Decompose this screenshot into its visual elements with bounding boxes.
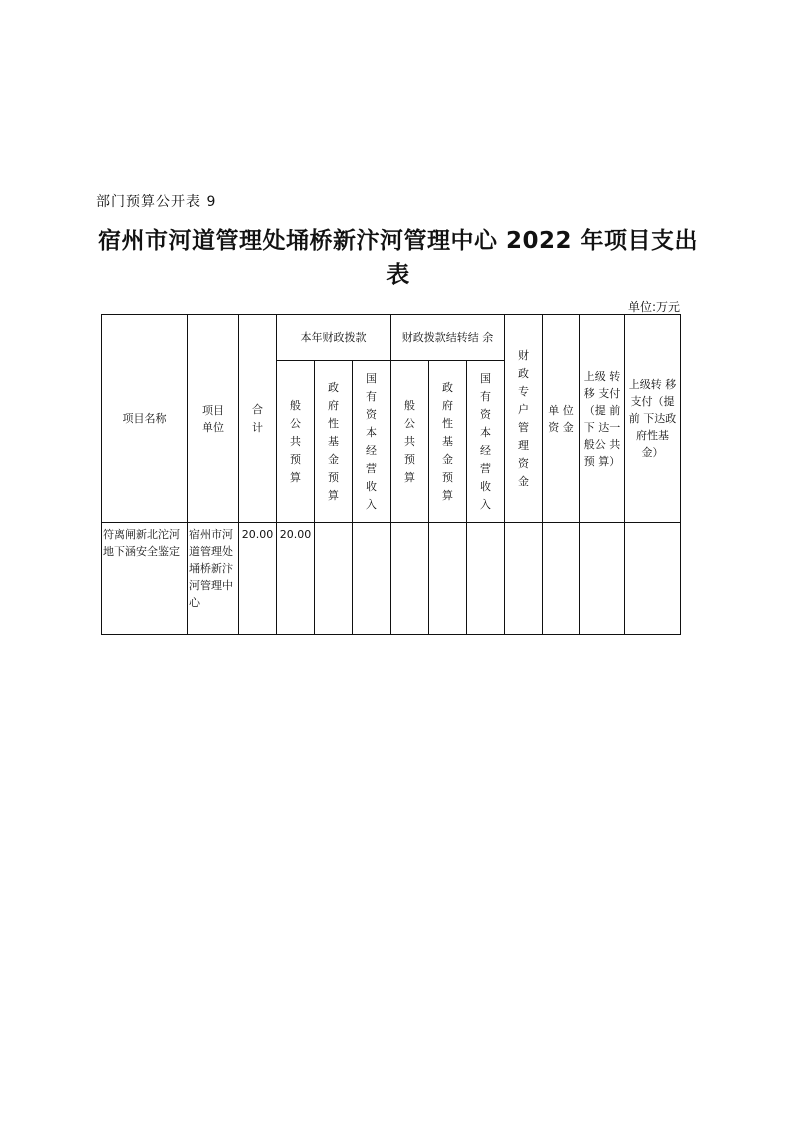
table-caption: 部门预算公开表 9	[96, 194, 217, 210]
cell-transfer-gov	[625, 523, 681, 635]
header-carry-gov-fund-budget: 政府性基金预算	[429, 361, 467, 523]
cell-carry-state-capital	[467, 523, 505, 635]
page-title: 宿州市河道管理处埇桥新汴河管理中心 2022 年项目支出表	[97, 228, 699, 288]
cell-carry-gov-fund	[429, 523, 467, 635]
cell-unit-fund	[543, 523, 580, 635]
header-gov-fund-budget: 政府性基金预算	[315, 361, 353, 523]
cell-total: 20.00	[239, 523, 277, 635]
header-unit-fund: 单 位资 金	[543, 315, 580, 523]
header-carry-general-budget: 般公共预算	[391, 361, 429, 523]
cell-carry-general	[391, 523, 429, 635]
cell-project-name: 符离闸新北沱河地下涵安全鉴定	[102, 523, 188, 635]
header-state-capital: 国有资本经营收入	[353, 361, 391, 523]
unit-label: 单位:万元	[627, 300, 680, 314]
header-current-year-appropriation: 本年财政拨款	[277, 315, 391, 361]
header-carry-state-capital: 国有资本经营收入	[467, 361, 505, 523]
project-expenditure-table	[101, 314, 681, 635]
table-row	[102, 523, 681, 635]
header-carryover: 财政拨款结转结 余	[391, 315, 505, 361]
header-transfer-general: 上级 转移 支付（提 前下 达一般公 共预 算）	[580, 315, 625, 523]
cell-gov-fund	[315, 523, 353, 635]
cell-transfer-general	[580, 523, 625, 635]
header-project-unit: 项目单位	[188, 315, 239, 523]
cell-project-unit: 宿州市河道管理处埇桥新汴河管理中心	[188, 523, 239, 635]
cell-special-fund	[505, 523, 543, 635]
cell-state-capital	[353, 523, 391, 635]
cell-general-budget: 20.00	[277, 523, 315, 635]
header-total: 合计	[239, 315, 277, 523]
header-transfer-gov-fund: 上级转 移支付（提前 下达政 府性基 金）	[625, 315, 681, 523]
header-special-account-fund: 财政专户管理资金	[505, 315, 543, 523]
header-row-1	[102, 315, 681, 361]
header-general-budget: 般公共预算	[277, 361, 315, 523]
header-project-name: 项目名称	[102, 315, 188, 523]
